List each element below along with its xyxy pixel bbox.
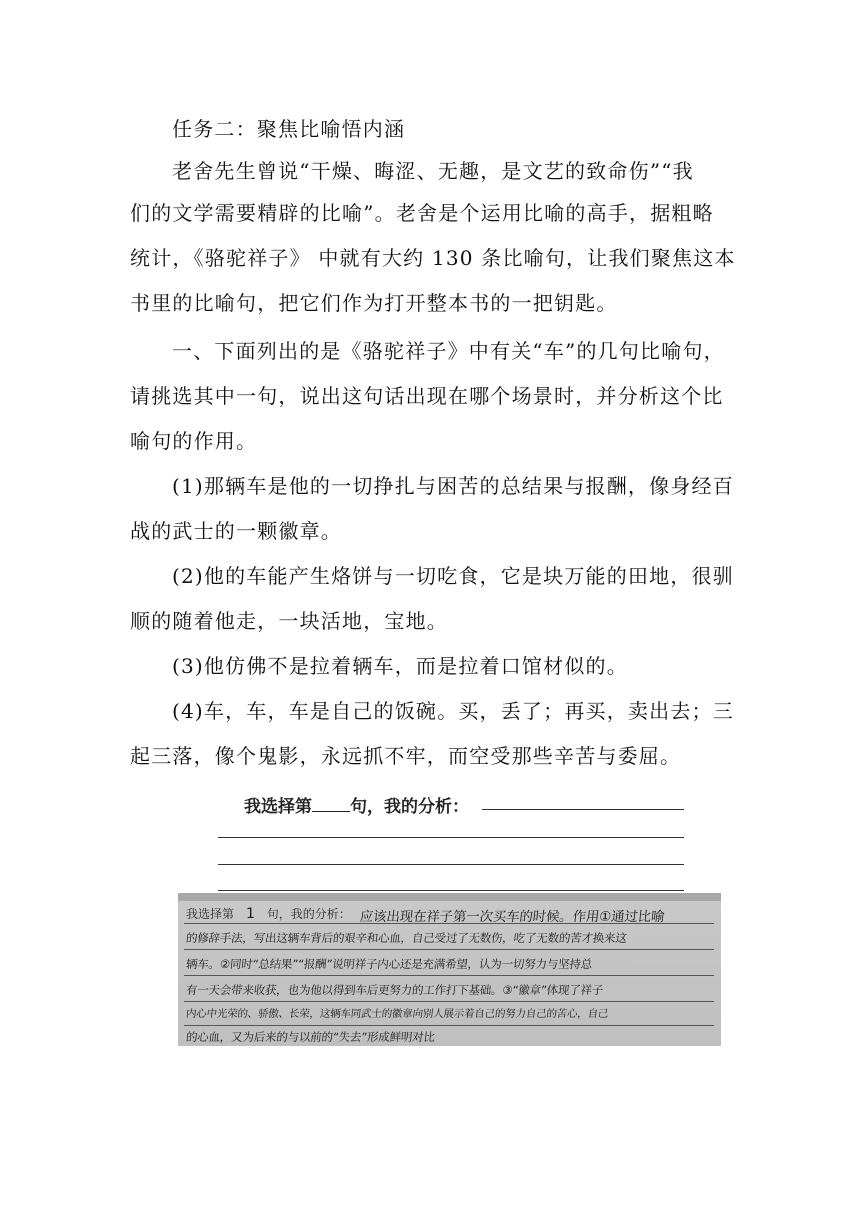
answer-rule: [482, 809, 684, 810]
prompt-before: 我选择第: [244, 797, 312, 817]
sentence-1-line: (1)那辆车是他的一切挣扎与困苦的总结果与报酬，像身经百: [172, 474, 734, 498]
handwritten-line: 应该出现在祥子第一次买车的时候。作用①通过比喻: [358, 909, 666, 925]
handwriting-rule: [184, 975, 714, 976]
answer-prompt: [244, 792, 469, 817]
answer-rule: [218, 837, 684, 838]
handwritten-line: 辆车。②同时“总结果”“报酬”说明祥子内心还是充满希望，认为一切努力与坚持总: [185, 957, 593, 971]
handwriting-rule: [184, 949, 714, 950]
handwritten-line: 的心血，又为后来的与以前的“失去”形成鲜明对比: [185, 1030, 436, 1044]
intro-line: 老舍先生曾说“干燥、晦涩、无趣，是文艺的致命伤”“我: [172, 159, 694, 183]
answer-rule: [218, 864, 684, 865]
handwritten-line: 的修辞手法，写出这辆车背后的艰辛和心血，自己受过了无数伤，吃了无数的苦才换来这: [185, 931, 628, 945]
prompt-after: 句，我的分析：: [350, 797, 469, 817]
intro-line: 书里的比喻句，把它们作为打开整本书的一把钥匙。: [130, 291, 618, 315]
answer-printed-prefix: [186, 905, 351, 922]
sentence-4-line: 起三落，像个鬼影，永远抓不牢，而空受那些辛苦与委屈。: [130, 744, 682, 768]
printed-prefix-text: 我选择第: [186, 907, 235, 921]
answer-rule: [218, 890, 684, 891]
student-answer-photo: [178, 893, 721, 1046]
intro-line: 们的文学需要精辟的比喻”。老舍是个运用比喻的高手，据粗略: [130, 201, 714, 225]
printed-mid-text: 句，我的分析：: [266, 907, 351, 921]
question-line: 一、下面列出的是《骆驼祥子》中有关“车”的几句比喻句，: [172, 339, 725, 363]
intro-line: 统计，《骆驼祥子》 中就有大约 130 条比喻句，让我们聚焦这本: [130, 246, 736, 270]
question-line: 请挑选其中一句，说出这句话出现在哪个场景时，并分析这个比: [130, 384, 724, 408]
task-heading: 任务二：聚焦比喻悟内涵: [172, 117, 406, 141]
handwriting-rule: [184, 1025, 714, 1026]
sentence-2-line: (2)他的车能产生烙饼与一切吃食，它是块万能的田地，很驯: [172, 564, 734, 588]
handwritten-line: 有一天会带来收获，也为他以得到车后更努力的工作打下基础。③“徽章”体现了祥子: [185, 983, 604, 997]
chosen-number: 1: [246, 906, 255, 922]
handwritten-line: 内心中光荣的、骄傲、长荣，这辆车同武士的徽章向别人展示着自己的努力自己的苦心，自己: [185, 1008, 609, 1020]
handwriting-rule: [184, 1001, 714, 1002]
sentence-3-line: (3)他仿佛不是拉着辆车，而是拉着口馆材似的。: [172, 654, 628, 678]
sentence-1-line: 战的武士的一颗徽章。: [130, 519, 342, 543]
answer-template: [216, 782, 686, 892]
sentence-4-line: (4)车，车，车是自己的饭碗。买，丢了；再买，卖出去；三: [172, 699, 734, 723]
number-blank: [312, 797, 350, 812]
sentence-2-line: 顺的随着他走，一块活地，宝地。: [130, 609, 448, 633]
photo-edge: [178, 893, 721, 901]
question-line: 喻句的作用。: [130, 429, 258, 453]
